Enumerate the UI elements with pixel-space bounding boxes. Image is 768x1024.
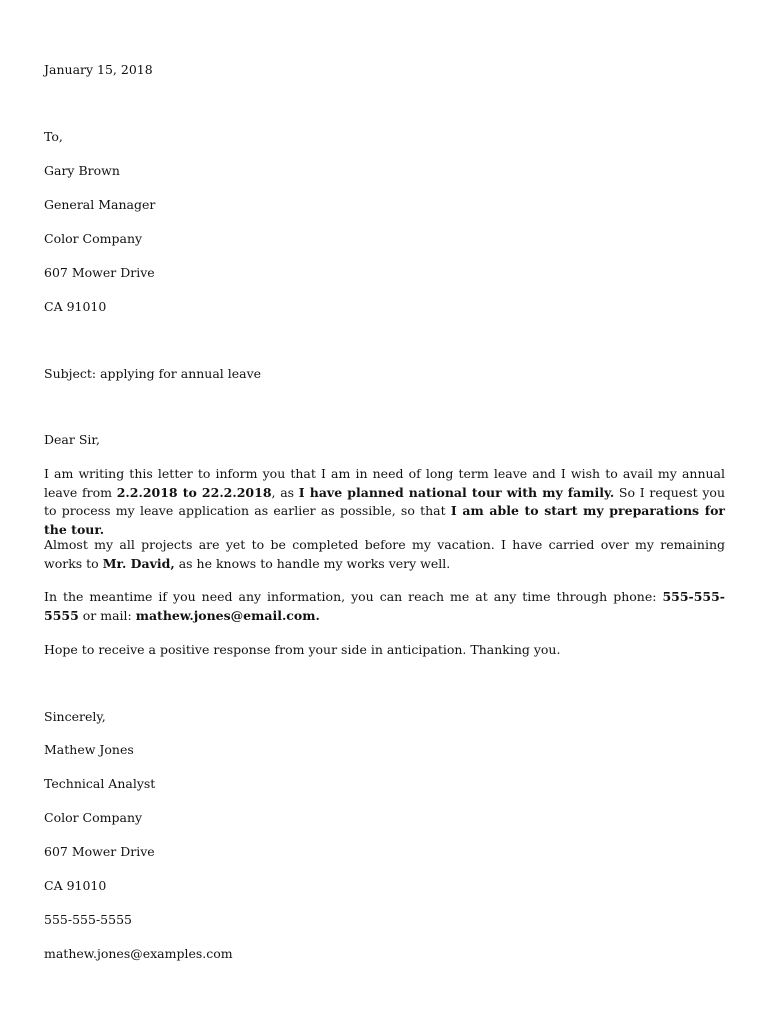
recipient-title: General Manager: [44, 197, 156, 212]
sender-email: mathew.jones@examples.com: [44, 946, 233, 961]
sender-street: 607 Mower Drive: [44, 844, 155, 859]
body-paragraph-2: Almost my all projects are yet to be completed before my vacation. I have carried over my remaining works to Mr. David, as he knows to handle my works very well.: [44, 537, 725, 571]
sender-phone: 555-555-5555: [44, 912, 132, 927]
body-paragraph-3: In the meantime if you need any information, you can reach me at any time through phone: 555-555-5555 or mail: mathew.jones@email.com.: [44, 589, 725, 623]
sender-company: Color Company: [44, 810, 143, 825]
recipient-street: 607 Mower Drive: [44, 265, 155, 280]
recipient-region: CA 91010: [44, 299, 107, 314]
letter-closing: Sincerely,: [44, 709, 106, 724]
letter-subject: Subject: applying for annual leave: [44, 366, 262, 381]
sender-region: CA 91010: [44, 878, 107, 893]
recipient-name: Gary Brown: [44, 163, 120, 178]
sender-name: Mathew Jones: [44, 742, 134, 757]
body-paragraph-1: I am writing this letter to inform you that I am in need of long term leave and I wish to avail my annual leave from 2.2.2018 to 22.2.2018, as I have planned national tour with my family. So I request you to process my leave application as earlier as possible, so that I am able to start my preparations for the tour.: [44, 466, 726, 537]
letter-greeting: Dear Sir,: [44, 432, 100, 447]
recipient-company: Color Company: [44, 231, 143, 246]
letter-date: January 15, 2018: [44, 62, 153, 77]
sender-title: Technical Analyst: [44, 776, 156, 791]
body-paragraph-4: Hope to receive a positive response from your side in anticipation. Thanking you.: [44, 642, 561, 657]
recipient-to: To,: [44, 129, 63, 144]
